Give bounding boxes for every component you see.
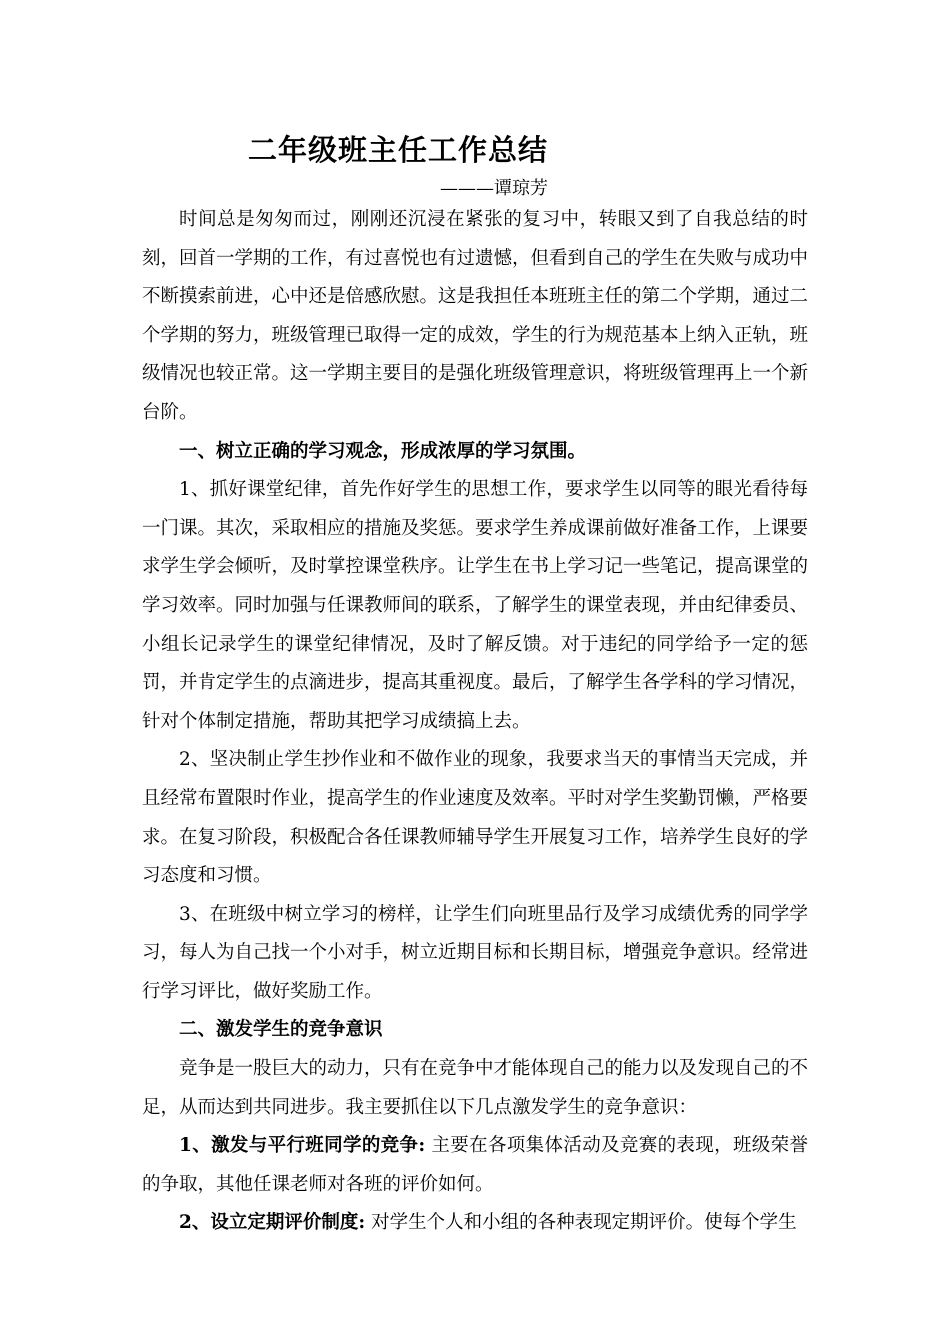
section2-paragraph-1 bbox=[142, 1127, 808, 1204]
section1-paragraph-1: 1、抓好课堂纪律，首先作好学生的思想工作，要求学生以同等的眼光看待每一门课。其次，采取相应的措施及奖惩。要求学生养成课前做好准备工作，上课要求学生学会倾听，及时掌控课堂秩序。让学生在书上学习记一些笔记，提高课堂的学习效率。同时加强与任课教师间的联系，了解学生的课堂表现，并由纪律委员、小组长记录学生的课堂纪律情况，及时了解反馈。对于违纪的同学给予一定的惩罚，并肯定学生的点滴进步，提高其重视度。最后，了解学生各学科的学习情况，针对个体制定措施，帮助其把学习成绩搞上去。 bbox=[142, 479, 809, 732]
section2-intro-paragraph: 竞争是一股巨大的动力，只有在竞争中才能体现自己的能力以及发现自己的不足，从而达到共同进步。我主要抓住以下几点激发学生的竞争意识： bbox=[142, 1058, 809, 1118]
section2-item-2-text: 对学生个人和小组的各种表现定期评价。使每个学生 bbox=[365, 1212, 797, 1234]
section-heading-2: 二、激发学生的竞争意识 bbox=[179, 1019, 383, 1041]
section-heading-1: 一、树立正确的学习观念，形成浓厚的学习氛围。 bbox=[179, 440, 587, 462]
section1-paragraph-3: 3、在班级中树立学习的榜样，让学生们向班里品行及学习成绩优秀的同学学习，每人为自己找一个小对手，树立近期目标和长期目标，增强竞争意识。经常进行学习评比，做好奖励工作。 bbox=[142, 903, 809, 1002]
document-title: 二年级班主任工作总结 bbox=[248, 133, 549, 167]
section2-item-2-lead: 2、设立定期评价制度: bbox=[179, 1212, 366, 1234]
section2-item-1-text: 主要在各项集体活动及竞赛的表现，班级荣誉的争取，其他任课老师对各班的评价如何。 bbox=[142, 1135, 808, 1195]
section2-item-1-lead: 1、激发与平行班同学的竞争: bbox=[179, 1135, 426, 1157]
intro-paragraph: 时间总是匆匆而过，刚刚还沉浸在紧张的复习中，转眼又到了自我总结的时刻，回首一学期的工作，有过喜悦也有过遗憾，但看到自己的学生在失败与成功中不断摸索前进，心中还是倍感欣慰。这是我担任本班班主任的第二个学期，通过二个学期的努力，班级管理已取得一定的成效，学生的行为规范基本上纳入正轨，班级情况也较正常。这一学期主要目的是强化班级管理意识，将班级管理再上一个新台阶。 bbox=[142, 209, 809, 423]
section2-paragraph-2 bbox=[142, 1204, 808, 1243]
section1-paragraph-2: 2、坚决制止学生抄作业和不做作业的现象，我要求当天的事情当天完成，并且经常布置限时作业，提高学生的作业速度及效率。平时对学生奖勤罚懒，严格要求。在复习阶段，积极配合各任课教师辅导学生开展复习工作，培养学生良好的学习态度和习惯。 bbox=[142, 749, 809, 887]
document-author: ———谭琼芳 bbox=[440, 178, 548, 199]
document-body bbox=[142, 201, 808, 1243]
